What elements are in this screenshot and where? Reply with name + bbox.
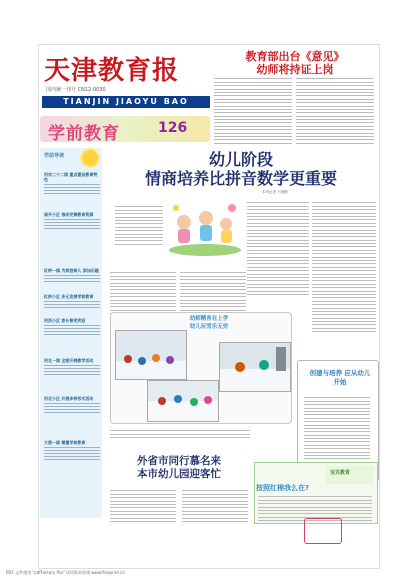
snow-play-photo [219,342,291,392]
top-story-body-right [296,76,374,144]
secondary-story-body-col1 [110,488,176,522]
bottom-box-label: 宝贝教育 [330,470,351,476]
pdf-footer: PDF 文件使用 "pdfFactory Pro" 试用版本创建 www.fineprint.cn [6,570,125,575]
section-band [40,116,210,142]
top-story-body-left [214,76,292,144]
photo-caption-lines [110,428,250,438]
snow-play-photo [147,380,219,422]
snow-play-photo [115,330,187,380]
sidebar-item: 河北一园 全面开展教学活动 [44,358,100,375]
masthead-latin: TIANJIN JIAOYU BAO [42,96,210,108]
masthead-subtitle: 国内统一刊号 CN12-0030 [46,87,106,93]
children-cartoon-illustration [166,200,244,258]
masthead [40,46,210,114]
main-story-body-col2 [312,200,376,332]
sidebar-item: 河西小区 家长普受欢迎 [44,318,100,335]
sidebar-item: 红桥小区 多元发展学前教育 [44,294,100,308]
top-story-title: 教育部出台《意见》 幼师将持证上岗 [245,50,345,76]
sidebar-item: 南开小区 推动完善教育资源 [44,212,100,229]
main-story-body-col1 [247,200,309,295]
sidebar-item: 河北小区 开展多种形式活动 [44,396,100,413]
main-story-byline: 本刊记者 王晓梅 [262,190,288,194]
sun-icon [82,150,98,166]
main-story-intro [115,204,163,264]
main-story-title: 幼儿阶段 情商培养比拼音数学更重要 [144,150,337,188]
sidebar-item: 河东二十二园 重点建设教育特色 [44,172,100,194]
section-band-title: 学前教育 [48,124,120,144]
masthead-title: 天津教育报 [44,56,180,86]
main-story-body-col3 [110,270,176,317]
sidebar-item: 大港一园 着重学前教育 [44,440,100,460]
bottom-feature-title: 按照红棉我么在? [256,484,310,492]
photo-feature-title: 幼师精育在上学 幼儿玩雪乐无穷 [189,316,229,330]
section-band-number: 126 [158,120,188,136]
sidebar-item: 红桥一园 为家庭育儿 添加乐趣 [44,268,100,282]
sidebar-header: 学前导读 [44,153,65,159]
main-story-body-col4 [180,270,246,317]
right-feature-title: 创建与培养 应从幼儿开始 [309,369,371,386]
secondary-story-title: 外省市同行慕名来 本市幼儿园迎客忙 [137,455,221,480]
secondary-story-body-col2 [182,488,248,522]
sprouts-illustration [326,466,374,484]
prize-badge-icon [304,518,342,544]
